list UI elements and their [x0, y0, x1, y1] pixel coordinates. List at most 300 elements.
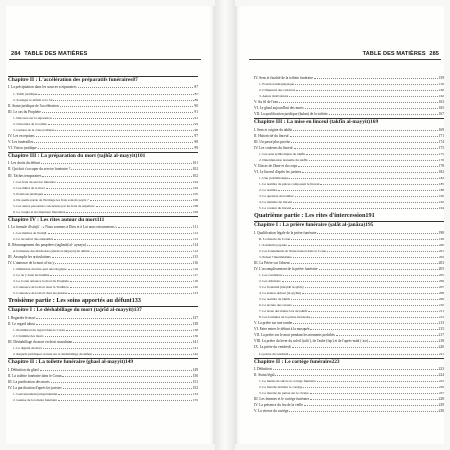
toc-entry-title: 2. Le naʿy dans les hadiths — [13, 273, 50, 278]
toc-entry-page: 178 — [438, 164, 444, 169]
toc-entry-title: 2. Les fondements de l'intercession dans le Coran — [259, 248, 327, 253]
toc-entry-title: III. Assouplir les articulations — [8, 255, 51, 260]
toc-leader-dots — [91, 248, 192, 252]
toc-entry-title: 3. La question du nombre — [259, 194, 294, 199]
toc-entry-page: 167 — [438, 112, 444, 117]
toc-entry-page: 230 — [438, 409, 444, 414]
toc-leader-dots — [305, 105, 438, 109]
toc-entry-title: I. Définition du ghasl — [8, 367, 39, 372]
toc-leader-dots — [53, 115, 194, 119]
toc-entry-title: 2. Le nombre — [259, 188, 278, 193]
toc-entry-title: Chapitre I : La prière funéraire (ṣalāt al-janāza) — [254, 222, 366, 229]
toc-entry-title: 2. Genèse de la toilette funéraire — [13, 397, 58, 402]
toc-entry-page: 111 — [96, 216, 105, 223]
toc-entry-title: 1. Solidarité payante — [259, 242, 287, 247]
toc-entry-page: 185 — [438, 182, 444, 187]
toc-leader-dots — [278, 187, 438, 191]
toc-entry-page: 188 — [438, 188, 444, 193]
toc-chapter-heading — [254, 118, 444, 126]
toc-entry-page: 90 — [194, 103, 198, 108]
toc-entry-title: 2. L'intimité des morts — [13, 334, 44, 339]
toc-entry-title: VI. Faire entrer le défunt à la mosquée — [254, 327, 310, 332]
toc-leader-dots — [293, 199, 438, 203]
toc-leader-dots — [60, 103, 194, 107]
toc-entry-page: 118 — [193, 279, 198, 284]
toc-entry-title: VI. Le linceul d'après les juristes — [254, 170, 302, 175]
toc-leader-dots — [78, 84, 194, 88]
toc-leader-dots — [310, 390, 438, 394]
toc-leader-dots — [304, 402, 438, 406]
toc-entry-page: 117 — [193, 273, 198, 278]
toc-entry-title: Quatrième partie : Les rites d'intercession — [254, 212, 366, 220]
toc-entry-title: 1. Le nombre de pièces composant le linceul — [259, 182, 320, 187]
toc-entry-title: I. Les droits du défunt — [8, 161, 40, 166]
toc-part-heading — [8, 297, 198, 305]
toc-entry-title: 6. La lecture des versets — [259, 303, 292, 308]
toc-entry-page: 152 — [192, 385, 198, 390]
toc-leader-dots — [42, 109, 194, 113]
toc-leader-dots — [289, 175, 437, 179]
toc-entry-page: 213 — [438, 321, 444, 326]
toc-entry-page: 212 — [438, 315, 444, 320]
toc-leader-dots — [46, 185, 192, 189]
toc-leader-dots — [48, 121, 194, 125]
toc-entry-title: Chapitre II : Le cortège funéraire — [254, 358, 332, 365]
toc-entry-page: 142 — [192, 352, 198, 357]
toc-entry-title: V. La prière sur une tombe — [254, 321, 293, 326]
book-gutter — [215, 0, 235, 450]
toc-leader-dots — [308, 308, 438, 312]
toc-entry-title: 4. La station debout (al-qiyām) — [259, 291, 302, 296]
toc-entry-title: 1. Discours sur la séparation — [13, 115, 52, 120]
toc-entry-page: 116 — [193, 267, 198, 272]
toc-entry-page: 113 — [193, 237, 198, 242]
toc-entry — [254, 111, 444, 117]
toc-leader-dots — [319, 266, 438, 270]
left-head-rule — [9, 59, 201, 60]
toc-entry-page: 162 — [438, 94, 444, 99]
left-running-head — [9, 51, 87, 57]
toc-leader-dots — [45, 333, 192, 337]
right-page — [235, 6, 444, 444]
toc-entry-title: 2. Ouverture de la tombe — [13, 121, 47, 126]
toc-entry-title: II. Qui doit s'occuper du service funéraire ? — [8, 167, 71, 172]
toc-entry-page: 182 — [438, 170, 444, 175]
toc-entry-title: IV. Les couleurs du linceul — [254, 146, 293, 151]
toc-leader-dots — [283, 272, 438, 276]
toc-chapter-heading — [8, 76, 198, 84]
toc-leader-dots — [289, 93, 438, 97]
toc-entry-title: V. Les funérailles — [8, 139, 34, 144]
toc-entry — [8, 351, 198, 357]
toc-leader-dots — [34, 139, 193, 143]
toc-leader-dots — [62, 373, 191, 377]
toc-entry-title: 8. Les formules de la prière mortuaire — [259, 315, 311, 320]
toc-leader-dots — [73, 339, 191, 343]
toc-entry-page: 160 — [438, 88, 444, 93]
toc-entry-title: 3. Autres motivations — [259, 94, 289, 99]
toc-leader-dots — [295, 193, 438, 197]
toc-leader-dots — [294, 145, 438, 149]
toc-entry-page: 169 — [370, 119, 379, 126]
toc-entry-page: 105 — [192, 191, 198, 196]
toc-chapter-heading — [8, 216, 198, 224]
toc-entry-page: 137 — [133, 307, 142, 314]
toc-entry-page: 199 — [438, 236, 444, 241]
toc-leader-dots — [87, 242, 192, 246]
toc-entry-title: 2. Soulager le défunt et la foi — [13, 97, 53, 102]
toc-leader-dots — [369, 338, 438, 342]
toc-entry-page: 150 — [192, 373, 198, 378]
toc-leader-dots — [279, 99, 438, 103]
toc-entry — [254, 408, 444, 414]
toc-entry-page: 209 — [438, 297, 444, 302]
toc-entry-title: Chapitre IV : Les rites autour du mort — [8, 216, 97, 223]
toc-entry-page: 210 — [438, 303, 444, 308]
toc-entry-page: 96 — [194, 127, 198, 132]
toc-leader-dots — [118, 224, 192, 228]
left-page-number: 284 — [11, 51, 21, 57]
toc-leader-dots — [71, 166, 191, 170]
toc-entry-page: 205 — [438, 273, 444, 278]
toc-leader-dots — [329, 111, 438, 115]
toc-entry-title: III. Le cas du Prophète — [8, 109, 41, 114]
toc-entry-page: 200 — [438, 242, 444, 247]
toc-entry-page: 165 — [438, 106, 444, 111]
toc-entry-page: 225 — [438, 379, 444, 384]
toc-entry-page: 224 — [438, 373, 444, 377]
toc-entry-page: 218 — [438, 339, 444, 344]
toc-entry-page: 174 — [438, 139, 444, 144]
toc-entry-page: 101 — [192, 161, 198, 166]
toc-entry-page: 91 — [194, 115, 198, 120]
toc-leader-dots — [53, 97, 193, 101]
toc-entry-title: 2. Regards juridiques croisés sur le déshabillage du défunt — [13, 352, 93, 357]
toc-entry-page: 176 — [438, 158, 444, 163]
toc-entry-title: VI. Vision juridique — [8, 145, 37, 150]
toc-entry-title: III. Tâches temporaires — [8, 173, 42, 178]
toc-leader-dots — [66, 327, 192, 331]
toc-entry-title: III. Déshabillage du mort en droit musulman — [8, 340, 73, 345]
toc-entry-title: I. La formule d'istirjāʿ : « Nous sommes à Dieu et à Lui nous retournerons » — [8, 225, 118, 230]
toc-leader-dots — [54, 236, 192, 240]
toc-entry-page: 87 — [194, 91, 198, 96]
toc-entry-page: 111 — [192, 225, 198, 230]
toc-entry-page: 133 — [131, 297, 141, 305]
toc-entry-page: 169 — [438, 127, 444, 132]
toc-leader-dots — [302, 290, 438, 294]
toc-entry-page: 151 — [192, 379, 198, 384]
left-running-head-title: TABLE DES MATIÈRES — [24, 51, 88, 57]
toc-entry-title: 1. Les sens symboliques du takfīn — [259, 152, 305, 157]
toc-leader-dots — [290, 133, 438, 137]
toc-entry-title: I. Sens et origine du takfīn — [254, 127, 293, 132]
toc-entry-page: 175 — [438, 146, 444, 151]
toc-entry-page: 97 — [194, 133, 198, 138]
toc-entry-page: 123 — [192, 291, 198, 296]
toc-entry-title: 5. Le nombre de takbīr — [259, 297, 290, 302]
toc-entry-title: 2. La marche derrière le cortège — [259, 385, 303, 390]
toc-entry-page: 207 — [438, 285, 444, 290]
toc-leader-dots — [311, 314, 438, 318]
toc-entry — [8, 290, 198, 296]
toc-entry-title: I. Qualification légale de la prière funéraire — [254, 230, 317, 235]
toc-entry-page: 159 — [438, 82, 444, 87]
toc-entry-title: 1. Les mérites de l'istirjāʿ — [13, 231, 48, 236]
toc-entry-page: 114 — [193, 249, 198, 254]
toc-leader-dots — [70, 284, 192, 288]
toc-leader-dots — [302, 169, 437, 173]
toc-entry-page: 106 — [192, 197, 198, 202]
toc-entry-page: 226 — [438, 385, 444, 390]
toc-leader-dots — [306, 151, 438, 155]
toc-leader-dots — [41, 160, 192, 164]
toc-leader-dots — [55, 260, 191, 264]
toc-leader-dots — [70, 278, 192, 282]
toc-entry-page: 228 — [438, 397, 444, 402]
toc-entry-page: 223 — [331, 358, 340, 365]
toc-entry-title: 2. L'impureté des cadavres — [259, 88, 296, 93]
toc-leader-dots — [317, 378, 438, 382]
toc-leader-dots — [36, 133, 194, 137]
toc-entry-title: 5. L'annonce de la mort chez les juristes — [13, 291, 68, 296]
toc-leader-dots — [291, 236, 438, 240]
toc-entry-title: 3. La marche du piéton sur le civière — [259, 391, 309, 396]
toc-entry-page: 91 — [194, 109, 198, 114]
toc-entry — [254, 351, 444, 357]
toc-entry-page: 141 — [192, 340, 198, 345]
toc-entry-title: 3. Le Coran annonce la mort du Prophète — [13, 279, 69, 284]
toc-leader-dots — [291, 296, 438, 300]
toc-entry-page: 201 — [438, 248, 444, 253]
toc-entry-title: 3. Gestion de la crise politique — [13, 127, 55, 132]
toc-entry-title: III. Un passé plus proche — [254, 139, 291, 144]
toc-entry-page: 223 — [438, 366, 444, 371]
toc-leader-dots — [63, 385, 192, 389]
toc-entry-title: IV. L'annonce de la mort al-naʿy — [8, 261, 55, 266]
toc-entry-title: et fermeture des mâchoires (shadd al-laḥyayn) du défunt — [13, 249, 90, 254]
toc-entry-title: V. Au fil de l'eau — [254, 100, 279, 105]
toc-entry-title: VI. Le ghasl aujourd'hui des morts — [254, 106, 304, 111]
toc-entry-title: I. La précipitation dans les sources scripturaires — [8, 85, 77, 90]
toc-entry-page: 138 — [192, 321, 198, 326]
toc-entry-page: 108 — [192, 203, 198, 208]
toc-entry-page: 192 — [438, 200, 444, 205]
toc-leader-dots — [48, 230, 192, 234]
toc-entry-title: 4. De quelle partie de l'héritage les frais sont-ils payés ? — [13, 197, 89, 202]
toc-entry-page: 149 — [192, 367, 198, 372]
toc-entry-title: Chapitre III : La mise en linceul (takfīn al-mayyit) — [254, 119, 371, 126]
toc-entry-title: 2. Le réconfort des endeuillés — [13, 237, 54, 242]
toc-entry-title: 2. Détermination textuelle du takfīn — [259, 158, 308, 163]
toc-entry-page: 137 — [192, 315, 198, 320]
toc-entry-page: 220 — [438, 345, 444, 350]
toc-entry-title: 1. Les frais du service funéraire — [13, 179, 56, 184]
toc-entry-page: 149 — [125, 359, 134, 366]
toc-chapter-heading — [8, 306, 198, 314]
toc-leader-dots — [320, 181, 437, 185]
toc-entry-title: 6. Le couple et les dépenses funéraires — [13, 209, 66, 214]
toc-entry-page: 195 — [365, 222, 374, 229]
toc-entry-title: 1. Définition du faire-part nécrologique — [13, 267, 67, 272]
toc-entry-title: 2. Les ablutions — [259, 279, 281, 284]
toc-leader-dots — [42, 173, 191, 177]
toc-entry-title: 1. Fonction métaphysique — [259, 82, 295, 87]
toc-entry-page: 104 — [192, 179, 198, 184]
toc-leader-dots — [51, 379, 192, 383]
toc-leader-dots — [96, 203, 192, 207]
right-head-rule — [249, 59, 441, 60]
toc-entry-page: 190 — [438, 194, 444, 199]
toc-entry-title: IV. Les exceptions — [8, 133, 35, 138]
toc-chapter-heading — [8, 152, 198, 160]
toc-entry-title: Chapitre III : La préparation du mort (tajhīz al-mayyit) — [8, 152, 138, 159]
toc-entry-page: 98 — [194, 139, 198, 144]
toc-entry-title: IV. Sens et finalité de la toilette funéraire — [254, 76, 314, 80]
toc-chapter-heading — [8, 358, 198, 366]
toc-entry-page: 99 — [194, 145, 198, 150]
toc-entry-page: 208 — [438, 291, 444, 296]
toc-leader-dots — [288, 242, 438, 246]
toc-chapter-heading — [254, 358, 444, 366]
toc-leader-dots — [66, 209, 192, 213]
toc-entry-page: 116 — [192, 261, 198, 266]
toc-entry-title: 1. Prohibition du regard dans le Coran — [13, 328, 65, 333]
toc-leader-dots — [291, 139, 438, 143]
toc-leader-dots — [50, 272, 192, 276]
toc-entry-title: Chapitre II : L'accélération des préparatifs funéraires — [8, 77, 133, 83]
toc-entry-title: V. Glaces de l'âme et du corps — [254, 164, 298, 169]
toc-entry-page: 139 — [192, 334, 198, 339]
toc-leader-dots — [273, 366, 438, 370]
toc-entry — [8, 397, 198, 403]
toc-entry-title: 1. Le mérite de suivre le cortège funéraire — [259, 379, 316, 384]
toc-leader-dots — [55, 127, 193, 131]
left-toc — [8, 75, 198, 403]
toc-entry-page: 159 — [438, 76, 444, 80]
right-toc — [254, 75, 444, 414]
toc-entry-page: 102 — [192, 167, 198, 172]
toc-entry-page: 215 — [438, 327, 444, 332]
toc-leader-dots — [90, 197, 192, 201]
toc-entry-title: III. La Prière sur l'absent — [254, 260, 290, 265]
toc-entry-page: 171 — [438, 133, 444, 138]
toc-entry-page: 155 — [192, 397, 198, 402]
toc-entry-page: 93 — [194, 121, 198, 126]
toc-entry-page: 227 — [438, 391, 444, 396]
toc-entry-title: VII. La prière sur le mort pendant les moments prohibés — [254, 333, 335, 338]
toc-entry-title: I. Regarder le mort — [8, 315, 36, 320]
toc-leader-dots — [52, 254, 192, 258]
toc-leader-dots — [305, 284, 438, 288]
toc-leader-dots — [289, 351, 438, 355]
toc-entry-title: III. Les femmes et le cortège funéraire — [254, 397, 310, 402]
toc-entry-title: 7. La levée des mains lors du takbīr — [259, 309, 308, 314]
toc-entry-page: 87 — [132, 77, 138, 83]
toc-entry-page: 202 — [438, 254, 444, 259]
right-running-head — [363, 51, 441, 57]
toc-entry-page: 184 — [438, 176, 444, 181]
toc-leader-dots — [43, 345, 192, 349]
toc-entry-page: 87 — [194, 85, 198, 90]
toc-entry-page: 109 — [192, 209, 198, 214]
toc-leader-dots — [289, 408, 437, 412]
toc-entry-page: 206 — [438, 279, 444, 284]
toc-entry-title: 5. Les autres personnes concernées par les frais de sépulture — [13, 203, 95, 208]
toc-entry-page: 120 — [192, 285, 198, 290]
toc-leader-dots — [292, 344, 438, 348]
toc-entry-page: 104 — [192, 185, 198, 190]
toc-entry-title: II. La théorie du Coran — [259, 236, 291, 241]
toc-leader-dots — [44, 191, 192, 195]
toc-entry-title: II. Le regard tabou — [8, 321, 35, 326]
toc-entry-title: Troisième partie : Les soins apportés au défunt — [8, 297, 132, 305]
toc-leader-dots — [93, 351, 192, 355]
toc-entry-page: 115 — [192, 255, 198, 260]
toc-leader-dots — [310, 396, 437, 400]
toc-leader-dots — [298, 163, 437, 167]
toc-leader-dots — [293, 320, 437, 324]
toc-entry-page: 221 — [438, 351, 444, 356]
toc-leader-dots — [40, 367, 192, 371]
toc-entry-title: II. Réarrangement des paupières (taghmīḍ al-ʿaynayn) — [8, 243, 86, 248]
toc-entry-page: 205 — [438, 266, 444, 271]
toc-leader-dots — [303, 384, 438, 388]
toc-entry-title: 1. Gouvernement jurisprudentiel — [13, 391, 58, 396]
toc-entry-page: 163 — [438, 100, 444, 105]
toc-entry-page: 191 — [365, 212, 375, 220]
toc-leader-dots — [317, 230, 437, 234]
toc-entry-page: 153 — [192, 391, 198, 396]
toc-entry-title: 1. Une problématique — [259, 176, 289, 181]
toc-entry-title: 1. La dignité du mort — [13, 346, 42, 351]
toc-entry-title: IX. La prière du vendredi — [254, 345, 291, 350]
toc-leader-dots — [293, 254, 438, 258]
toc-entry-page: 141 — [192, 346, 198, 351]
toc-entry-page: 138 — [192, 328, 198, 333]
toc-leader-dots — [68, 290, 192, 294]
toc-entry-title: 3. Penser l'intermédiaire — [259, 254, 292, 259]
toc-leader-dots — [282, 278, 438, 282]
toc-entry-page: 203 — [438, 260, 444, 265]
toc-leader-dots — [296, 87, 438, 91]
toc-leader-dots — [295, 81, 438, 85]
toc-entry-page: 175 — [438, 152, 444, 157]
toc-leader-dots — [36, 321, 192, 325]
toc-leader-dots — [58, 397, 192, 401]
toc-entry-page: 211 — [439, 309, 444, 314]
toc-leader-dots — [275, 372, 437, 376]
toc-entry-page: 114 — [192, 243, 198, 248]
toc-entry-title: V. La vitesse du cortège — [254, 409, 289, 414]
toc-entry-page: 101 — [137, 152, 146, 159]
toc-leader-dots — [309, 157, 438, 161]
toc-entry-title: II. Statut juridique de l'accélération — [8, 103, 59, 108]
toc-entry-title: 1. Tafsīr juridique — [13, 91, 38, 96]
toc-entry-title: 1. Les conditions — [259, 273, 283, 278]
toc-entry-title: La prière du vendredi — [259, 351, 289, 356]
toc-entry-title: Chapitre II : La toilette funéraire (ghasl al-mayyit) — [8, 359, 126, 366]
toc-entry-title: II. Historicité du linceul — [254, 133, 289, 138]
toc-entry-title: IV. La purification d'après les juristes — [8, 385, 62, 390]
left-page — [6, 6, 215, 444]
toc-entry-page: 217 — [438, 333, 444, 338]
toc-leader-dots — [38, 91, 193, 95]
toc-entry-title: 2. Les mâles de la mort — [13, 185, 45, 190]
toc-leader-dots — [293, 302, 438, 306]
right-page-number: 285 — [429, 51, 439, 57]
toc-entry-title: II. La toilette funéraire dans le Coran — [8, 373, 62, 378]
